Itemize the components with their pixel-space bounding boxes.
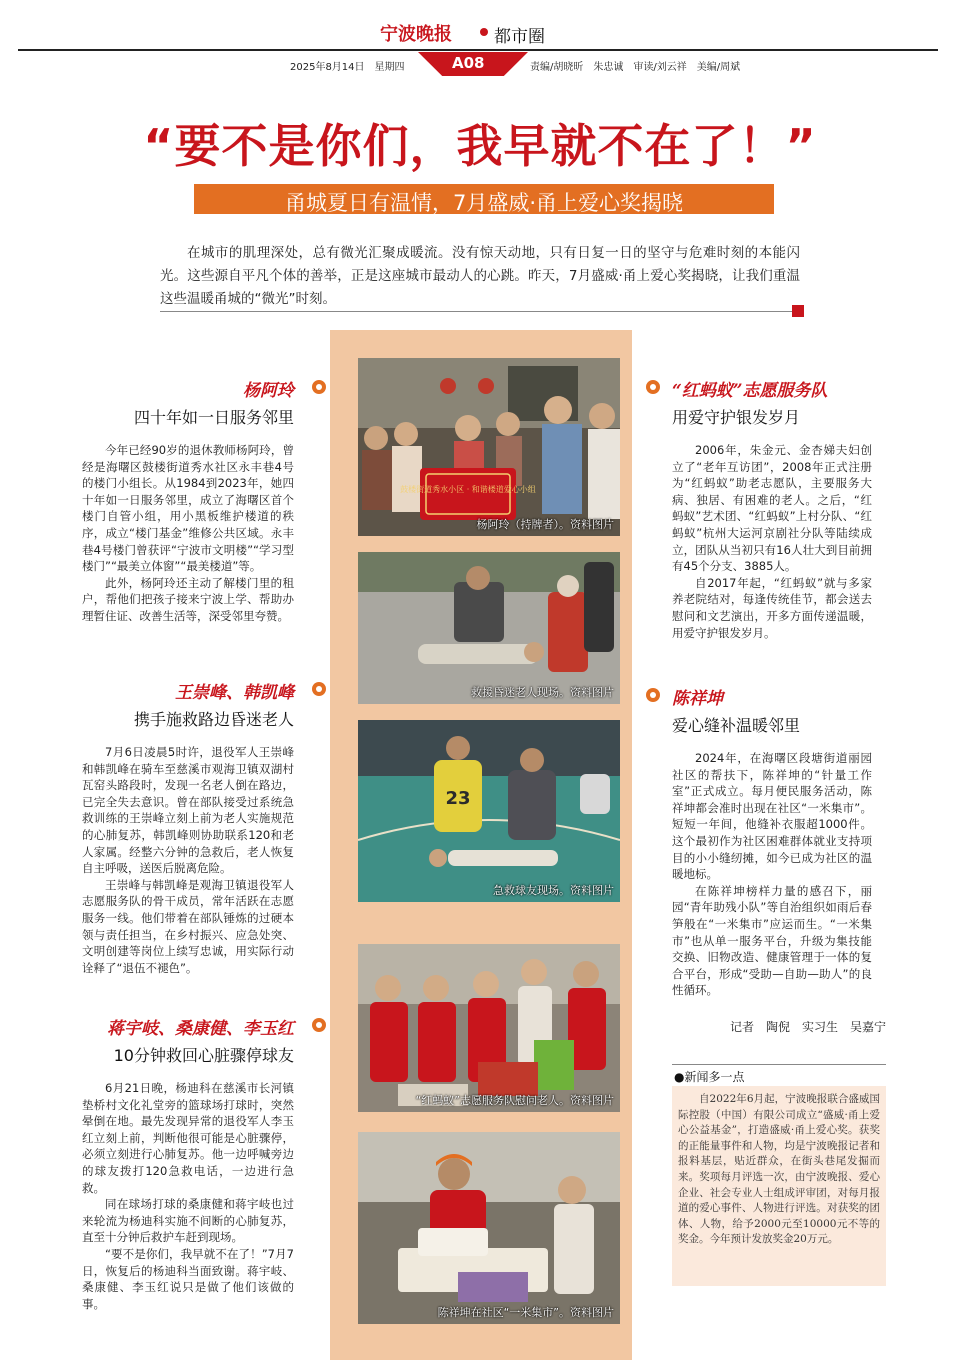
paragraph: 在陈祥坤榜样力量的感召下，丽园“青年助残小队”等自治组织如雨后春笋般在“一米集市”应运而生。“一米集市”也从单一服务平台，升级为集技能交换、旧物改造、健康管理于一体的复合平台，形成“受助—自助—助人”的良性循环。 [672,883,872,998]
photo-yang-aling-illustration [358,358,620,536]
editors-line: 责编/胡晓昕 朱忠诚 审读/刘云祥 美编/周斌 [530,62,741,73]
jersey-number: 23 [445,788,471,809]
story-body-ant [672,442,872,641]
byline: 记者 陶倪 实习生 吴嘉宁 [730,1020,887,1034]
story-marker-yang [312,380,326,394]
news-box-text: 自2022年6月起，宁波晚报联合盛威国际控股（中国）有限公司成立“盛威·甬上爱心公益基金”，打造盛威·甬上爱心奖。获奖的正能量事件和人物，均是宁波晚报记者和报料基层，贴近群众，在街头巷尾发掘而来。奖项每月评选一次，由宁波晚报、爱心企业、社会专业人士组成评审团，对每月报道的爱心事件、人物进行评选。对获奖的团体、人物，给予2000元至10000元不等的奖金。今年预计发放奖金20万元。 [678,1093,880,1246]
news-box-rule [672,1064,886,1065]
photo-caption-chen: 陈祥坤在社区“一米集市”。资料图片 [437,1306,614,1319]
story-subtitle-jiang: 10分钟救回心脏骤停球友 [113,1046,294,1065]
photo-red-ant-illustration [358,944,620,1112]
story-subtitle-wang: 携手施救路边昏迷老人 [133,710,294,729]
photo-basketball-rescue [358,720,620,902]
headline: “要不是你们，我早就不在了！” [143,119,817,173]
story-body-yang [82,442,294,625]
story-marker-ant [646,380,660,394]
photo-chen-illustration [358,1132,620,1324]
story-subtitle-yang: 四十年如一日服务邻里 [133,408,294,427]
photo-elder-rescue-illustration [358,552,620,704]
story-red-ant [672,376,872,641]
story-name-wang: 王崇峰、韩凯峰 [175,683,294,703]
story-yang-aling [82,376,294,625]
story-body-jiang [82,1080,294,1312]
story-marker-chen [646,688,660,702]
paragraph: 7月6日凌晨5时许，退役军人王崇峰和韩凯峰在骑车至慈溪市观海卫镇双湖村瓦窑头路段时，发现一名老人倒在路边，已完全失去意识。曾在部队接受过系统急救训练的王崇峰立刻上前为老人实施规范的心肺复苏，韩凯峰则协助联系120和老人家属。经整六分钟的急救后，老人恢复自主呼吸，送医后脱离危险。 [82,745,294,876]
photo-basketball-rescue-illustration [358,720,620,902]
masthead-dot [480,28,488,36]
story-name-jiang: 蒋宇岐、桑康健、李玉红 [107,1019,294,1039]
paragraph: “要不是你们，我早就不在了！”7月7日，恢复后的杨迪科当面致谢。蒋宇岐、桑康健、李玉红说只是做了他们该做的事。 [82,1246,294,1311]
photo-caption-elder-rescue: 救援昏迷老人现场。资料图片 [471,686,614,699]
story-body-wang [82,744,294,976]
paragraph: 2006年，朱金元、金杏娣夫妇创立了“老年互访团”，2008年正式注册为“红蚂蚁”助老志愿队，主要服务大病、独居、有困难的老人。之后，“红蚂蚁”艺术团、“红蚂蚁”上村分队、“红蚂蚁”杭州大运河京剧社分队等陆续成立，团队从当初只有16人壮大到目前拥有45个分支、3885人。 [672,443,872,574]
story-subtitle-chen: 爱心缝补温暖邻里 [672,716,801,735]
intro-rule [160,311,792,312]
photo-caption-red-ant: “红蚂蚁”志愿服务队慰问老人。资料图片 [415,1094,614,1107]
page-number: A08 [452,54,485,72]
story-chen-xiangkun [672,684,872,999]
paragraph: 自2017年起，“红蚂蚁”就与多家养老院结对，每逢传统佳节，都会送去慰问和文艺演出，开多方面传递温暖，用爱守护银发岁月。 [672,575,872,640]
story-wang-han [82,678,294,976]
news-box-title: ●新闻多一点 [674,1070,745,1084]
story-jiang-sang-li [82,1014,294,1312]
photo-chen-xiangkun [358,1132,620,1324]
masthead-logo: 宁波晚报 [380,24,452,45]
section-name: 都市圈 [494,27,545,47]
paragraph: 2024年，在海曙区段塘街道丽园社区的帮扶下，陈祥坤的“针量工作室”正式成立。每月便民服务活动，陈祥坤都会准时出现在社区“一米集市”。短短一年间，他缝补衣服超1000件。这个最初作为社区困难群体就业支持项目的小小缝纫摊，如今已成为社区的温暖地标。 [672,751,872,882]
photo-caption-yang: 杨阿玲（持牌者）。资料图片 [476,518,614,531]
photo-elder-rescue [358,552,620,704]
photo-red-ant-volunteers [358,944,620,1112]
subtitle: 甬城夏日有温情，7月盛威·甬上爱心奖揭晓 [284,191,684,215]
paragraph: 今年已经90岁的退休教师杨阿玲，曾经是海曙区鼓楼街道秀水社区永丰巷4号的楼门小组长。从1984到2023年，她四十年如一日服务邻里，成立了海曙区首个楼门自管小组，用小黑板维护楼道的秩序，成立“楼门基金”维修公共区域。永丰巷4号楼门曾获评“宁波市文明楼”“学习型楼门”“最美立体窗”“最美楼道”等。 [82,443,294,574]
story-marker-wang [312,682,326,696]
story-body-chen [672,750,872,999]
paragraph: 6月21日晚，杨迪科在慈溪市长河镇垫桥村文化礼堂旁的篮球场打球时，突然晕倒在地。最先发现异常的退役军人李玉红立刻上前，判断他很可能是心脏骤停，必须立刻进行心肺复苏。他一边呼喊旁边的球友拨打120急救电话，一边进行急救。 [82,1081,294,1195]
photo-caption-basketball: 急救球友现场。资料图片 [493,884,614,897]
story-subtitle-ant: 用爱守护银发岁月 [672,408,801,427]
publication-date: 2025年8月14日 星期四 [290,62,405,73]
story-name-yang: 杨阿玲 [243,381,294,401]
intro-paragraph: 在城市的肌理深处，总有微光汇聚成暖流。没有惊天动地，只有日复一日的坚守与危难时刻的本能闪光。这些源自平凡个体的善举，正是这座城市最动人的心跳。昨天，7月盛威·甬上爱心奖揭晓，让我们重温这些温暖甬城的“微光”时刻。 [160,245,800,307]
story-name-chen: 陈祥坤 [672,689,723,709]
plaque-text: 鼓楼街道秀水小区 · 和谐楼道爱心小组 [400,485,536,494]
intro-square [792,305,804,317]
photo-yang-aling [358,358,620,536]
paragraph: 同在球场打球的桑康健和蒋宇岐也过来轮流为杨迪科实施不间断的心肺复苏，直至十分钟后救护车赶到现场。 [82,1197,294,1245]
story-name-ant: “红蚂蚁”志愿服务队 [672,381,828,401]
paragraph: 王崇峰与韩凯峰是观海卫镇退役军人志愿服务队的骨干成员，常年活跃在志愿服务一线。他们带着在部队锤炼的过硬本领与责任担当，在乡村振兴、应急处突、文明创建等岗位上续写忠诚，用实际行动诠释了“退伍不褪色”。 [82,877,294,975]
paragraph: 此外，杨阿玲还主动了解楼门里的租户，帮他们把孩子接来宁波上学、帮助办理暂住证、改善生活等，深受邻里夸赞。 [82,575,294,623]
header-rule [18,49,938,51]
story-marker-jiang [312,1018,326,1032]
